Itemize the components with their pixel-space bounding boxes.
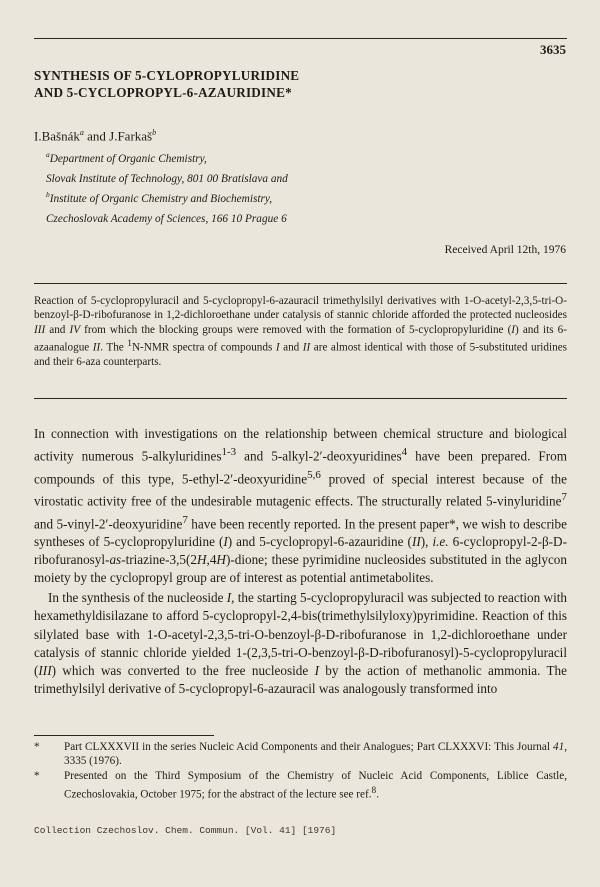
header-rule	[34, 38, 567, 39]
footnotes	[34, 740, 567, 803]
paragraph-1: In connection with investigations on the relationship between chemical structure and biological activity numerous 5-alkyluridines$^{1-3}$ and 5-alkyl-2′-deoxyuridines$^4$ have been prepared. From compounds of this type, 5-ethyl-2′-deoxyuridine$^{5,6}$ proved of special interest because of the virostatic activity free of the undesirable mutagenic effects. The structurally related 5-vinyluridine$^7$ and 5-vinyl-2′-deoxyuridine$^7$ have been recently reported. In the present paper*, we wish to describe syntheses of 5-cyclopropyluridine (I) and 5-cyclopropyl-6-azauridine (II), i.e. 6-cyclopropyl-2-β-D-ribofuranosyl-as-triazine-3,5(2H,4H)-dione; these pyrimidine nucleosides substituted in the aglycon moiety by the cyclopropyl group are of interest as potential antimetabolites.	[34, 426, 568, 586]
received-date: Received April 12th, 1976	[444, 244, 566, 256]
affiliation-line	[46, 207, 288, 227]
abstract-top-rule	[34, 283, 567, 284]
footnote: * Presented on the Third Symposium of the Chemistry of Nucleic Acid Components, Liblice Castle, Czechoslovakia, October 1975; for the abstract of the lecture see ref.$^8$.	[34, 770, 567, 801]
affiliation-mark: a	[46, 150, 50, 159]
author-1: I.Bašnák	[34, 128, 80, 144]
affiliation-text: Institute of Organic Chemistry and Biochemistry,	[49, 192, 273, 205]
affiliation-mark: b	[46, 189, 50, 199]
authors-line	[34, 128, 156, 144]
title-line-2: AND 5-CYCLOPROPYL-6-AZAURIDINE*	[34, 85, 292, 100]
author-2-mark: b	[152, 128, 157, 137]
author-conjunction: and	[83, 128, 110, 144]
page-number: 3635	[540, 42, 566, 57]
affiliation-text: Department of Organic Chemistry,	[49, 152, 207, 165]
abstract-bottom-rule	[34, 398, 567, 399]
paragraph-2: In the synthesis of the nucleoside I, the starting 5-cyclopropyluracil was subjected to reaction with hexamethyldisilazane to afford 5-cyclopropyl-2,4-bis(trimethylsilyloxy)pyrimidine. Reaction of this silylated base with 1-O-acetyl-2,3,5-tri-O-benzoyl-β-D-ribofuranose in 1,2-dichloroethane under catalysis of stannic chloride yielded 1-(2,3,5-tri-O-benzoyl-β-D-ribofuranosyl)-5-cyclopropyluracil (III) which was converted to the free nucleoside I by the action of methanolic ammonia. The trimethylsilyl derivative of 5-cyclopropyl-6-azauracil was analogously transformed into	[34, 590, 567, 696]
abstract: Reaction of 5-cyclopropyluracil and 5-cyclopropyl-6-azauracil trimethylsilyl derivatives with 1-O-acetyl-2,3,5-tri-O-benzoyl-β-D-ribofuranose in 1,2-dichloroethane under catalysis of stannic chloride afforded the protected nucleosides III and IV from which the blocking groups were removed with the formation of 5-cyclopropyluridine (I) and its 6-azaanalogue II. The $^1$N-NMR spectra of compounds I and II are almost identical with those of 5-substituted uridines and their 6-aza counterparts.	[34, 295, 568, 369]
journal-footer: Collection Czechoslov. Chem. Commun. [Vol. 41] [1976]	[34, 825, 337, 836]
affiliations	[46, 147, 288, 227]
body-text	[34, 425, 567, 698]
title-line-1: SYNTHESIS OF 5-CYLOPROPYLURIDINE	[34, 68, 300, 83]
footnote: * Part CLXXXVII in the series Nucleic Acid Components and their Analogues; Part CLXXXVI: This Journal 41, 3335 (1976).	[34, 741, 567, 768]
affiliation-line	[46, 167, 288, 187]
affiliation-text: Czechoslovak Academy of Sciences, 166 10 Prague 6	[46, 212, 287, 225]
author-2: J.Farkaš	[109, 128, 153, 144]
article-title	[34, 67, 299, 101]
affiliation-line	[46, 147, 288, 167]
affiliation-line	[46, 187, 288, 207]
affiliation-text: Slovak Institute of Technology, 801 00 Bratislava and	[46, 172, 288, 185]
footnote-rule	[34, 735, 214, 736]
author-1-mark: a	[79, 128, 84, 137]
